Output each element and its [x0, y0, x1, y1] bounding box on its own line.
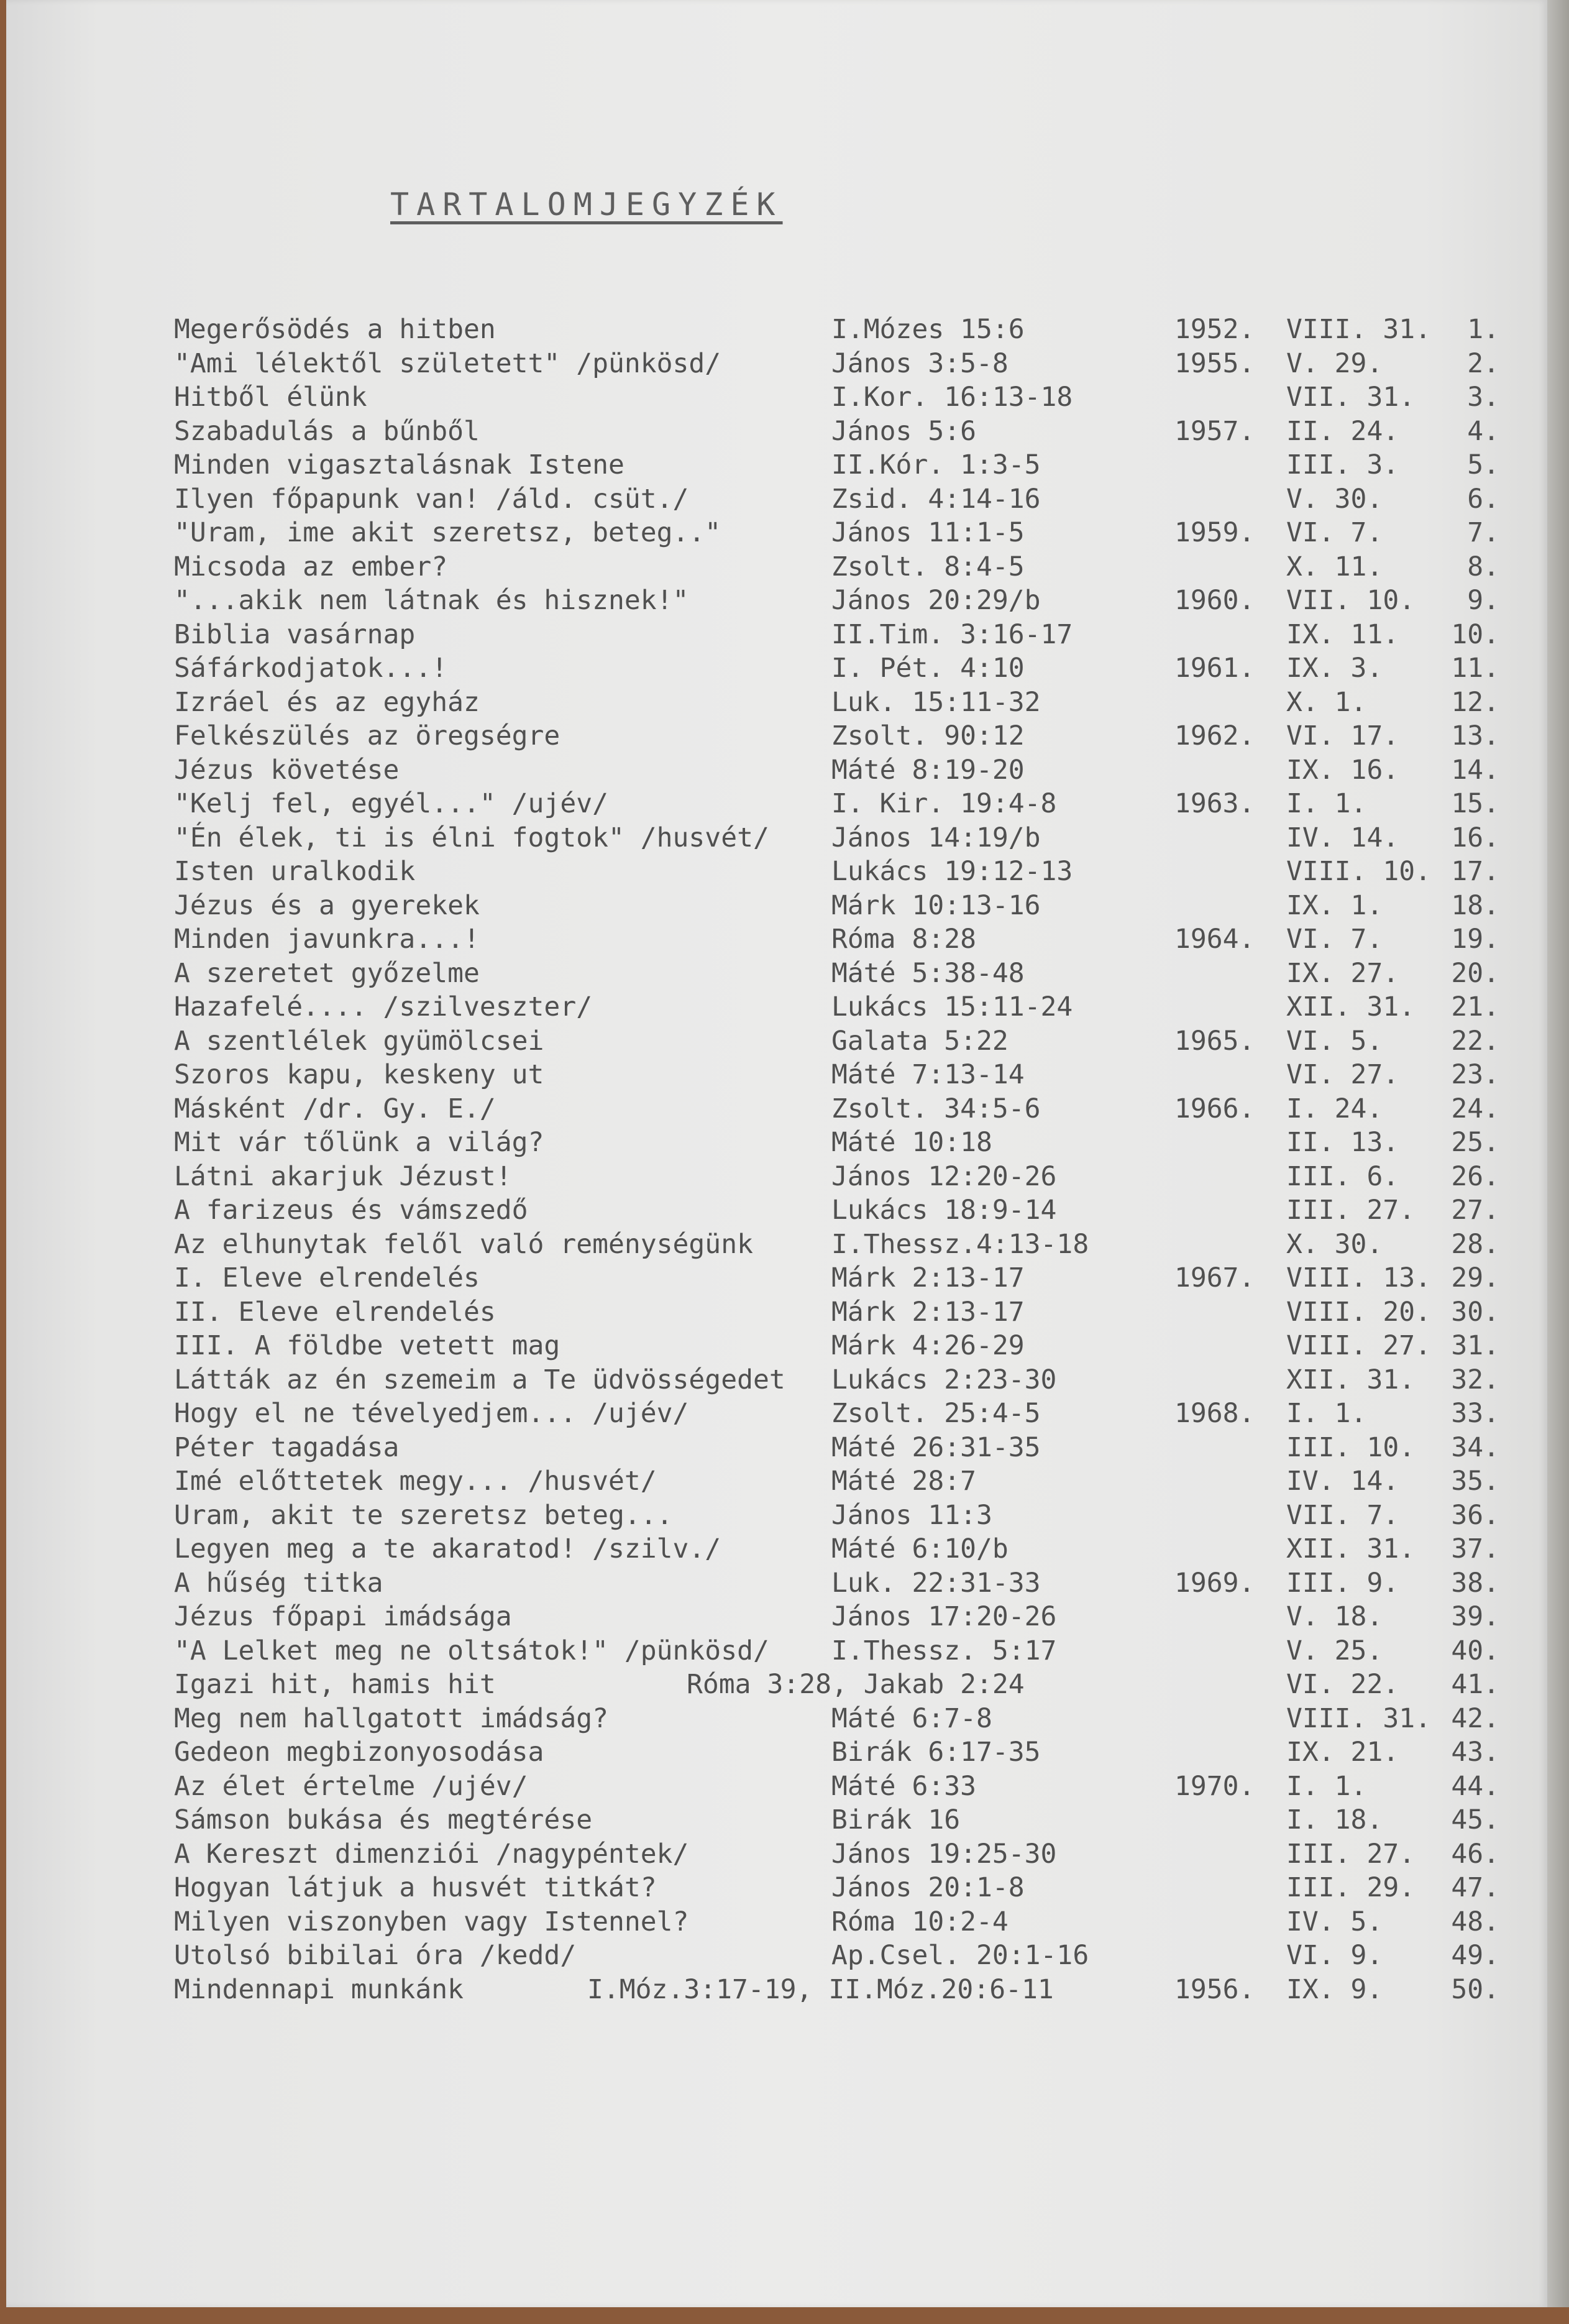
- toc-entry: [0, 1297, 1541, 1331]
- entry-date: V. 30.: [1286, 483, 1383, 515]
- entry-number: 16.: [1451, 822, 1499, 853]
- entry-title: Milyen viszonyben vagy Istennel?: [174, 1906, 689, 1937]
- entry-date: IX. 21.: [1286, 1737, 1399, 1768]
- toc-entry: [0, 755, 1541, 789]
- entry-date: IV. 14.: [1286, 1466, 1399, 1497]
- entry-date: I. 18.: [1286, 1804, 1383, 1835]
- entry-number: 13.: [1451, 720, 1499, 751]
- toc-entry: [0, 1026, 1541, 1060]
- toc-entry: [0, 1940, 1541, 1974]
- entry-title: "Kelj fel, egyél..." /ujév/: [174, 788, 608, 819]
- toc-entry: [0, 653, 1541, 687]
- entry-title: Izráel és az egyház: [174, 686, 480, 718]
- entry-number: 27.: [1451, 1195, 1499, 1226]
- entry-title: Sáfárkodjatok...!: [174, 653, 448, 684]
- toc-entry: [0, 1601, 1541, 1635]
- entry-scripture-ref: Luk. 15:11-32: [831, 686, 1041, 718]
- toc-entry: [0, 484, 1541, 518]
- toc-entry: [0, 924, 1541, 958]
- entry-title: Meg nem hallgatott imádság?: [174, 1702, 608, 1734]
- entry-title: Hogy el ne tévelyedjem... /ujév/: [174, 1398, 689, 1429]
- entry-scripture-ref: Máté 6:7-8: [831, 1702, 992, 1734]
- toc-entry: [0, 416, 1541, 450]
- entry-number: 48.: [1451, 1906, 1499, 1937]
- entry-number: 30.: [1451, 1296, 1499, 1328]
- entry-date: VIII. 27.: [1286, 1330, 1431, 1361]
- entry-scripture-ref: Galata 5:22: [831, 1025, 1009, 1057]
- entry-year: 1964.: [1174, 924, 1255, 955]
- entry-title: Felkészülés az öregségre: [174, 720, 560, 751]
- entry-date: XII. 31.: [1286, 1533, 1416, 1564]
- toc-entry: [0, 788, 1541, 822]
- entry-title: A farizeus és vámszedő: [174, 1195, 528, 1226]
- entry-scripture-ref: I. Kir. 19:4-8: [831, 788, 1057, 819]
- toc-entry: [0, 1906, 1541, 1940]
- entry-title: "Én élek, ti is élni fogtok" /husvét/: [174, 822, 769, 853]
- toc-entry: [0, 1974, 1541, 2008]
- entry-scripture-ref: János 14:19/b: [831, 822, 1041, 853]
- toc-entry: [0, 1229, 1541, 1263]
- entry-scripture-ref: Róma 8:28: [831, 924, 976, 955]
- entry-year: 1959.: [1174, 517, 1255, 548]
- entry-title: Gedeon megbizonyosodása: [174, 1737, 544, 1768]
- entry-title: Imé előttetek megy... /husvét/: [174, 1466, 657, 1497]
- entry-title: Legyen meg a te akaratod! /szilv./: [174, 1533, 721, 1564]
- toc-entry: [0, 822, 1541, 857]
- entry-date: V. 18.: [1286, 1601, 1383, 1632]
- entry-number: 47.: [1451, 1872, 1499, 1903]
- entry-scripture-ref: Lukács 18:9-14: [831, 1195, 1057, 1226]
- entry-scripture-ref: Zsid. 4:14-16: [831, 483, 1041, 515]
- toc-entry: [0, 585, 1541, 619]
- entry-title: A hűség titka: [174, 1567, 383, 1599]
- entry-date: II. 24.: [1286, 415, 1399, 447]
- entry-scripture-ref: Máté 26:31-35: [831, 1431, 1041, 1463]
- toc-entry: [0, 1398, 1541, 1432]
- entry-date: XII. 31.: [1286, 1364, 1416, 1395]
- entry-number: 22.: [1451, 1025, 1499, 1057]
- toc-entry: [0, 314, 1541, 348]
- entry-date: VIII. 31.: [1286, 314, 1431, 345]
- entry-number: 26.: [1451, 1160, 1499, 1192]
- entry-scripture-ref: II.Kór. 1:3-5: [831, 449, 1041, 480]
- toc-entry: [0, 1703, 1541, 1737]
- toc-entry: [0, 1093, 1541, 1128]
- entry-number: 2.: [1467, 347, 1499, 379]
- entry-year: 1952.: [1174, 314, 1255, 345]
- entry-date: VIII. 13.: [1286, 1262, 1431, 1293]
- entry-scripture-ref: Lukács 19:12-13: [831, 856, 1073, 887]
- entry-title: Hitből élünk: [174, 382, 367, 413]
- entry-number: 14.: [1451, 754, 1499, 786]
- entry-date: III. 6.: [1286, 1160, 1399, 1192]
- entry-scripture-ref: János 17:20-26: [831, 1601, 1057, 1632]
- entry-year: 1956.: [1174, 1973, 1255, 2005]
- entry-date: VIII. 20.: [1286, 1296, 1431, 1328]
- entry-number: 1.: [1467, 314, 1499, 345]
- entry-date: IV. 5.: [1286, 1906, 1383, 1937]
- entry-year: 1965.: [1174, 1025, 1255, 1057]
- entry-date: VIII. 31.: [1286, 1702, 1431, 1734]
- toc-entry: [0, 1262, 1541, 1297]
- toc-entry: [0, 856, 1541, 890]
- toc-entry: [0, 1669, 1541, 1703]
- entry-year: 1962.: [1174, 720, 1255, 751]
- entry-title: Micsoda az ember?: [174, 551, 448, 582]
- entry-scripture-ref: Máté 6:10/b: [831, 1533, 1009, 1564]
- entry-date: IX. 1.: [1286, 889, 1383, 921]
- entry-number: 29.: [1451, 1262, 1499, 1293]
- entry-number: 50.: [1451, 1973, 1499, 2005]
- entry-scripture-ref: János 19:25-30: [831, 1838, 1057, 1870]
- entry-date: X. 30.: [1286, 1228, 1383, 1260]
- entry-scripture-ref: Ap.Csel. 20:1-16: [831, 1940, 1089, 1971]
- entry-number: 34.: [1451, 1431, 1499, 1463]
- entry-year: 1955.: [1174, 347, 1255, 379]
- entry-scripture-ref: Róma 10:2-4: [831, 1906, 1009, 1937]
- entry-number: 25.: [1451, 1127, 1499, 1158]
- entry-title: Mit vár tőlünk a világ?: [174, 1127, 544, 1158]
- entry-date: XII. 31.: [1286, 991, 1416, 1022]
- entry-title: II. Eleve elrendelés: [174, 1296, 496, 1328]
- entry-title: Jézus és a gyerekek: [174, 889, 480, 921]
- entry-scripture-ref: Márk 2:13-17: [831, 1262, 1025, 1293]
- entry-date: VI. 7.: [1286, 924, 1383, 955]
- entry-number: 33.: [1451, 1398, 1499, 1429]
- entry-date: III. 27.: [1286, 1838, 1416, 1870]
- entry-scripture-ref: Máté 10:18: [831, 1127, 992, 1158]
- entry-scripture-ref: Máté 8:19-20: [831, 754, 1025, 786]
- entry-date: X. 11.: [1286, 551, 1383, 582]
- entry-date: V. 29.: [1286, 347, 1383, 379]
- entry-scripture-ref: I.Móz.3:17-19, II.Móz.20:6-11: [587, 1973, 1054, 2005]
- entry-scripture-ref: Máté 5:38-48: [831, 957, 1025, 989]
- entry-number: 9.: [1467, 585, 1499, 616]
- entry-date: III. 10.: [1286, 1431, 1416, 1463]
- entry-number: 11.: [1451, 653, 1499, 684]
- entry-date: III. 9.: [1286, 1567, 1399, 1599]
- table-of-contents: [0, 314, 1541, 2008]
- entry-date: VI. 27.: [1286, 1059, 1399, 1090]
- entry-number: 4.: [1467, 415, 1499, 447]
- entry-title: A Kereszt dimenziói /nagypéntek/: [174, 1838, 689, 1870]
- entry-title: Jézus főpapi imádsága: [174, 1601, 512, 1632]
- entry-number: 8.: [1467, 551, 1499, 582]
- entry-title: I. Eleve elrendelés: [174, 1262, 480, 1293]
- entry-title: Szoros kapu, keskeny ut: [174, 1059, 544, 1090]
- entry-number: 46.: [1451, 1838, 1499, 1870]
- entry-date: VIII. 10.: [1286, 856, 1431, 887]
- entry-year: 1966.: [1174, 1093, 1255, 1124]
- entry-number: 45.: [1451, 1804, 1499, 1835]
- entry-number: 18.: [1451, 889, 1499, 921]
- toc-entry: [0, 517, 1541, 551]
- entry-date: I. 1.: [1286, 788, 1367, 819]
- toc-entry: [0, 1059, 1541, 1093]
- entry-year: 1961.: [1174, 653, 1255, 684]
- entry-number: 49.: [1451, 1940, 1499, 1971]
- entry-date: IV. 14.: [1286, 822, 1399, 853]
- entry-date: IX. 27.: [1286, 957, 1399, 989]
- toc-entry: [0, 1737, 1541, 1771]
- entry-date: VI. 9.: [1286, 1940, 1383, 1971]
- entry-number: 39.: [1451, 1601, 1499, 1632]
- entry-date: I. 1.: [1286, 1398, 1367, 1429]
- toc-entry: [0, 551, 1541, 586]
- entry-title: "...akik nem látnak és hisznek!": [174, 585, 689, 616]
- entry-date: III. 27.: [1286, 1195, 1416, 1226]
- entry-title: "Uram, ime akit szeretsz, beteg..": [174, 517, 721, 548]
- entry-number: 38.: [1451, 1567, 1499, 1599]
- entry-title: Mindennapi munkánk: [174, 1973, 464, 2005]
- entry-scripture-ref: Zsolt. 8:4-5: [831, 551, 1025, 582]
- entry-scripture-ref: I.Thessz. 5:17: [831, 1635, 1057, 1666]
- entry-title: Látni akarjuk Jézust!: [174, 1160, 512, 1192]
- toc-entry: [0, 958, 1541, 992]
- toc-entry: [0, 1872, 1541, 1906]
- entry-number: 32.: [1451, 1364, 1499, 1395]
- entry-year: 1960.: [1174, 585, 1255, 616]
- entry-title: Hazafelé.... /szilveszter/: [174, 991, 593, 1022]
- toc-entry: [0, 1432, 1541, 1466]
- entry-year: 1967.: [1174, 1262, 1255, 1293]
- entry-title: Az elhunytak felől való reménységünk: [174, 1228, 753, 1260]
- entry-title: Minden vigasztalásnak Istene: [174, 449, 624, 480]
- entry-title: Látták az én szemeim a Te üdvösségedet: [174, 1364, 785, 1395]
- entry-scripture-ref: Máté 6:33: [831, 1770, 976, 1802]
- toc-entry: [0, 1195, 1541, 1229]
- entry-number: 41.: [1451, 1669, 1499, 1700]
- entry-title: A szentlélek gyümölcsei: [174, 1025, 544, 1057]
- toc-entry: [0, 449, 1541, 484]
- entry-date: VI. 22.: [1286, 1669, 1399, 1700]
- entry-scripture-ref: Róma 3:28, Jakab 2:24: [687, 1669, 1025, 1700]
- entry-date: VII. 7.: [1286, 1499, 1399, 1531]
- entry-title: Utolsó bibilai óra /kedd/: [174, 1940, 577, 1971]
- toc-entry: [0, 619, 1541, 653]
- entry-title: Szabadulás a bűnből: [174, 415, 480, 447]
- entry-scripture-ref: János 5:6: [831, 415, 976, 447]
- entry-number: 40.: [1451, 1635, 1499, 1666]
- entry-date: IX. 9.: [1286, 1973, 1383, 2005]
- entry-number: 6.: [1467, 483, 1499, 515]
- entry-scripture-ref: Lukács 2:23-30: [831, 1364, 1057, 1395]
- entry-year: 1968.: [1174, 1398, 1255, 1429]
- entry-scripture-ref: János 20:29/b: [831, 585, 1041, 616]
- toc-entry: [0, 1635, 1541, 1670]
- entry-title: Biblia vasárnap: [174, 618, 416, 650]
- entry-scripture-ref: Márk 10:13-16: [831, 889, 1041, 921]
- toc-entry: [0, 1804, 1541, 1839]
- toc-entry: [0, 1771, 1541, 1805]
- toc-entry: [0, 687, 1541, 721]
- entry-scripture-ref: János 11:1-5: [831, 517, 1025, 548]
- entry-date: VII. 10.: [1286, 585, 1416, 616]
- entry-title: Ilyen főpapunk van! /áld. csüt./: [174, 483, 689, 515]
- entry-date: I. 1.: [1286, 1770, 1367, 1802]
- entry-number: 42.: [1451, 1702, 1499, 1734]
- toc-entry: [0, 1466, 1541, 1500]
- entry-date: VI. 7.: [1286, 517, 1383, 548]
- entry-date: II. 13.: [1286, 1127, 1399, 1158]
- toc-entry: [0, 348, 1541, 382]
- page-title: TARTALOMJEGYZÉK: [390, 186, 783, 223]
- entry-title: Megerősödés a hitben: [174, 314, 496, 345]
- entry-scripture-ref: Birák 16: [831, 1804, 961, 1835]
- entry-title: Másként /dr. Gy. E./: [174, 1093, 496, 1124]
- entry-year: 1957.: [1174, 415, 1255, 447]
- entry-date: IX. 11.: [1286, 618, 1399, 650]
- entry-scripture-ref: Zsolt. 90:12: [831, 720, 1025, 751]
- paper-edge: [1547, 0, 1569, 2307]
- entry-scripture-ref: Luk. 22:31-33: [831, 1567, 1041, 1599]
- entry-scripture-ref: Márk 2:13-17: [831, 1296, 1025, 1328]
- toc-entry: [0, 1161, 1541, 1195]
- entry-title: A szeretet győzelme: [174, 957, 480, 989]
- entry-scripture-ref: I. Pét. 4:10: [831, 653, 1025, 684]
- entry-number: 37.: [1451, 1533, 1499, 1564]
- entry-number: 15.: [1451, 788, 1499, 819]
- entry-number: 43.: [1451, 1737, 1499, 1768]
- entry-scripture-ref: II.Tim. 3:16-17: [831, 618, 1073, 650]
- entry-number: 3.: [1467, 382, 1499, 413]
- entry-number: 24.: [1451, 1093, 1499, 1124]
- entry-date: X. 1.: [1286, 686, 1367, 718]
- entry-date: III. 3.: [1286, 449, 1399, 480]
- entry-scripture-ref: Zsolt. 34:5-6: [831, 1093, 1041, 1124]
- entry-number: 20.: [1451, 957, 1499, 989]
- toc-entry: [0, 720, 1541, 755]
- toc-entry: [0, 1364, 1541, 1399]
- toc-entry: [0, 991, 1541, 1026]
- entry-title: Az élet értelme /ujév/: [174, 1770, 528, 1802]
- entry-title: "A Lelket meg ne oltsátok!" /pünkösd/: [174, 1635, 769, 1666]
- toc-entry: [0, 382, 1541, 416]
- entry-number: 7.: [1467, 517, 1499, 548]
- entry-scripture-ref: János 3:5-8: [831, 347, 1009, 379]
- toc-entry: [0, 1127, 1541, 1161]
- entry-number: 31.: [1451, 1330, 1499, 1361]
- entry-number: 23.: [1451, 1059, 1499, 1090]
- entry-title: "Ami lélektől született" /pünkösd/: [174, 347, 721, 379]
- entry-number: 35.: [1451, 1466, 1499, 1497]
- toc-entry: [0, 1330, 1541, 1364]
- entry-scripture-ref: János 20:1-8: [831, 1872, 1025, 1903]
- entry-number: 21.: [1451, 991, 1499, 1022]
- toc-entry: [0, 1839, 1541, 1873]
- entry-scripture-ref: I.Kor. 16:13-18: [831, 382, 1073, 413]
- entry-title: Jézus követése: [174, 754, 400, 786]
- entry-number: 36.: [1451, 1499, 1499, 1531]
- entry-year: 1963.: [1174, 788, 1255, 819]
- entry-title: III. A földbe vetett mag: [174, 1330, 560, 1361]
- toc-entry: [0, 890, 1541, 924]
- entry-date: VI. 5.: [1286, 1025, 1383, 1057]
- entry-date: IX. 16.: [1286, 754, 1399, 786]
- entry-scripture-ref: Máté 7:13-14: [831, 1059, 1025, 1090]
- entry-title: Minden javunkra...!: [174, 924, 480, 955]
- entry-number: 5.: [1467, 449, 1499, 480]
- entry-scripture-ref: I.Thessz.4:13-18: [831, 1228, 1089, 1260]
- entry-title: Péter tagadása: [174, 1431, 400, 1463]
- entry-title: Igazi hit, hamis hit: [174, 1669, 496, 1700]
- entry-scripture-ref: Birák 6:17-35: [831, 1737, 1041, 1768]
- entry-date: I. 24.: [1286, 1093, 1383, 1124]
- entry-number: 10.: [1451, 618, 1499, 650]
- entry-number: 12.: [1451, 686, 1499, 718]
- entry-title: Uram, akit te szeretsz beteg...: [174, 1499, 673, 1531]
- entry-number: 28.: [1451, 1228, 1499, 1260]
- entry-year: 1969.: [1174, 1567, 1255, 1599]
- entry-scripture-ref: I.Mózes 15:6: [831, 314, 1025, 345]
- entry-scripture-ref: Máté 28:7: [831, 1466, 976, 1497]
- entry-date: III. 29.: [1286, 1872, 1416, 1903]
- entry-scripture-ref: Márk 4:26-29: [831, 1330, 1025, 1361]
- toc-entry: [0, 1568, 1541, 1602]
- entry-date: V. 25.: [1286, 1635, 1383, 1666]
- entry-title: Isten uralkodik: [174, 856, 416, 887]
- toc-entry: [0, 1500, 1541, 1534]
- entry-scripture-ref: János 11:3: [831, 1499, 992, 1531]
- entry-title: Sámson bukása és megtérése: [174, 1804, 593, 1835]
- entry-scripture-ref: Lukács 15:11-24: [831, 991, 1073, 1022]
- entry-scripture-ref: Zsolt. 25:4-5: [831, 1398, 1041, 1429]
- entry-date: VI. 17.: [1286, 720, 1399, 751]
- entry-scripture-ref: János 12:20-26: [831, 1160, 1057, 1192]
- entry-number: 44.: [1451, 1770, 1499, 1802]
- entry-title: Hogyan látjuk a husvét titkát?: [174, 1872, 657, 1903]
- entry-year: 1970.: [1174, 1770, 1255, 1802]
- entry-date: IX. 3.: [1286, 653, 1383, 684]
- entry-date: VII. 31.: [1286, 382, 1416, 413]
- entry-number: 19.: [1451, 924, 1499, 955]
- entry-number: 17.: [1451, 856, 1499, 887]
- toc-entry: [0, 1533, 1541, 1568]
